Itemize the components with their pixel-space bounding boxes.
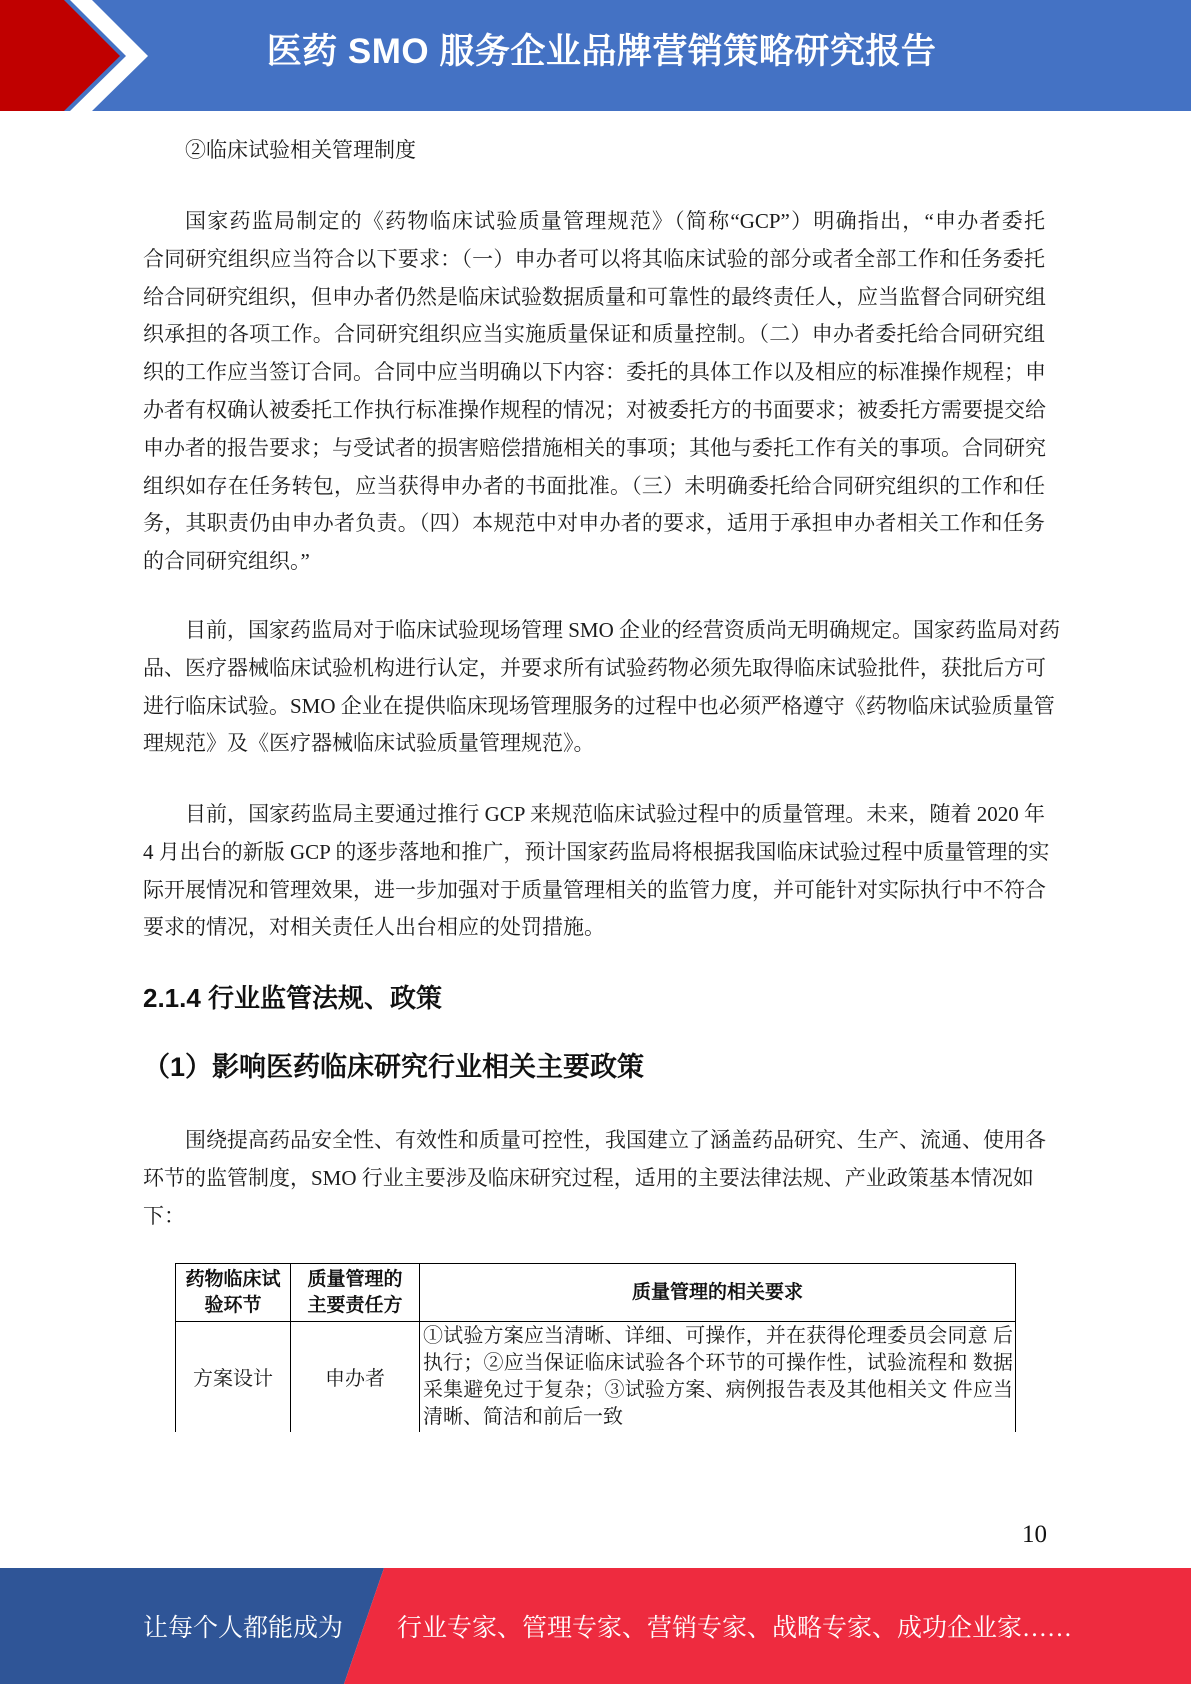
paragraph-line: 品、医疗器械临床试验机构进行认定，并要求所有试验药物必须先取得临床试验批件，获批后方可 <box>143 655 1046 680</box>
paragraph-gcp-requirements <box>143 203 1045 581</box>
paragraph-line: 国家药监局制定的《药物临床试验质量管理规范》（简称“GCP”）明确指出，“申办者委托 <box>185 209 1045 233</box>
footer-banner <box>0 1568 1191 1684</box>
page-number: 10 <box>1022 1521 1047 1548</box>
paragraph-line: 申办者的报告要求；与受试者的损害赔偿措施相关的事项；其他与委托工作有关的事项。合同研究 <box>143 435 1046 460</box>
requirement-line: 清晰、简洁和前后一致 <box>423 1406 623 1428</box>
cell-requirements <box>420 1322 1016 1432</box>
column-header-requirements: 质量管理的相关要求 <box>420 1264 1016 1322</box>
column-header-responsible-text: 质量管理的主要责任方 <box>307 1268 403 1316</box>
cell-responsible: 申办者 <box>291 1322 420 1432</box>
paragraph-line: 要求的情况，对相关责任人出台相应的处罚措施。 <box>143 915 605 940</box>
requirement-line: ①试验方案应当清晰、详细、可操作，并在获得伦理委员会同意 后 <box>423 1325 1013 1347</box>
table-row <box>176 1322 1016 1432</box>
paragraph-regulation-intro <box>143 1122 1045 1235</box>
paragraph-line: 目前，国家药监局主要通过推行 GCP 来规范临床试验过程中的质量管理。未来，随着 2020 年 <box>185 802 1045 826</box>
requirement-line: 执行；②应当保证临床试验各个环节的可操作性，试验流程和 数据 <box>423 1352 1013 1374</box>
paragraph-line: 办者有权确认被委托工作执行标准操作规程的情况；对被委托方的书面要求；被委托方需要提交给 <box>143 397 1046 422</box>
paragraph-line: 合同研究组织应当符合以下要求：（一）申办者可以将其临床试验的部分或者全部工作和任务委托 <box>143 246 1045 271</box>
section-heading: 2.1.4 行业监管法规、政策 <box>143 983 443 1013</box>
column-header-responsible <box>291 1264 420 1322</box>
footer-slogan-roles: 行业专家、管理专家、营销专家、战略专家、成功企业家…… <box>397 1615 1073 1642</box>
item-heading <box>143 132 1045 170</box>
footer-slogan-lead: 让每个人都能成为 <box>143 1615 344 1642</box>
paragraph-line: 务，其职责仍由申办者负责。（四）本规范中对申办者的要求，适用于承担申办者相关工作和任务 <box>143 511 1045 536</box>
item-heading-text: ②临床试验相关管理制度 <box>185 138 416 162</box>
header-banner <box>0 0 1191 111</box>
paragraph-line: 目前，国家药监局对于临床试验现场管理 SMO 企业的经营资质尚无明确规定。国家药监局对药 <box>185 618 1061 642</box>
paragraph-line: 围绕提高药品安全性、有效性和质量可控性，我国建立了涵盖药品研究、生产、流通、使用各 <box>185 1128 1046 1152</box>
paragraph-gcp-outlook <box>143 796 1050 947</box>
paragraph-line: 组织如存在任务转包，应当获得申办者的书面批准。（三）未明确委托给合同研究组织的工作和任 <box>143 473 1045 498</box>
paragraph-line: 理规范》及《医疗器械临床试验质量管理规范》。 <box>143 731 595 756</box>
report-title: 医药 SMO 服务企业品牌营销策略研究报告 <box>266 32 937 71</box>
paragraph-line: 际开展情况和管理效果，进一步加强对于质量管理相关的监管力度，并可能针对实际执行中不符合 <box>143 877 1046 902</box>
paragraph-line: 的合同研究组织。” <box>143 549 310 574</box>
paragraph-line: 环节的监管制度，SMO 行业主要涉及临床研究过程，适用的主要法律法规、产业政策基本情况如 <box>143 1165 1034 1190</box>
paragraph-smo-qualification <box>143 612 1061 763</box>
paragraph-line: 给合同研究组织，但申办者仍然是临床试验数据质量和可靠性的最终责任人，应当监督合同研究组 <box>143 284 1046 309</box>
quality-requirements-table <box>175 1263 1016 1432</box>
paragraph-line: 进行临床试验。SMO 企业在提供临床现场管理服务的过程中也必须严格遵守《药物临床试验质量管 <box>143 693 1055 718</box>
subsection-heading: （1）影响医药临床研究行业相关主要政策 <box>143 1052 645 1082</box>
column-header-stage <box>176 1264 291 1322</box>
paragraph-line: 织承担的各项工作。合同研究组织应当实施质量保证和质量控制。（二）申办者委托给合同研究组 <box>143 322 1045 347</box>
paragraph-line: 下： <box>143 1203 185 1228</box>
cell-stage: 方案设计 <box>176 1322 291 1432</box>
requirement-line: 采集避免过于复杂；③试验方案、病例报告表及其他相关文 件应当 <box>423 1379 1013 1401</box>
paragraph-line: 4 月出台的新版 GCP 的逐步落地和推广，预计国家药监局将根据我国临床试验过程中质量管理的实 <box>143 839 1050 864</box>
table-header-row <box>176 1264 1016 1322</box>
paragraph-line: 织的工作应当签订合同。合同中应当明确以下内容：委托的具体工作以及相应的标准操作规程；申 <box>143 360 1046 385</box>
column-header-stage-text: 药物临床试验环节 <box>185 1268 281 1316</box>
